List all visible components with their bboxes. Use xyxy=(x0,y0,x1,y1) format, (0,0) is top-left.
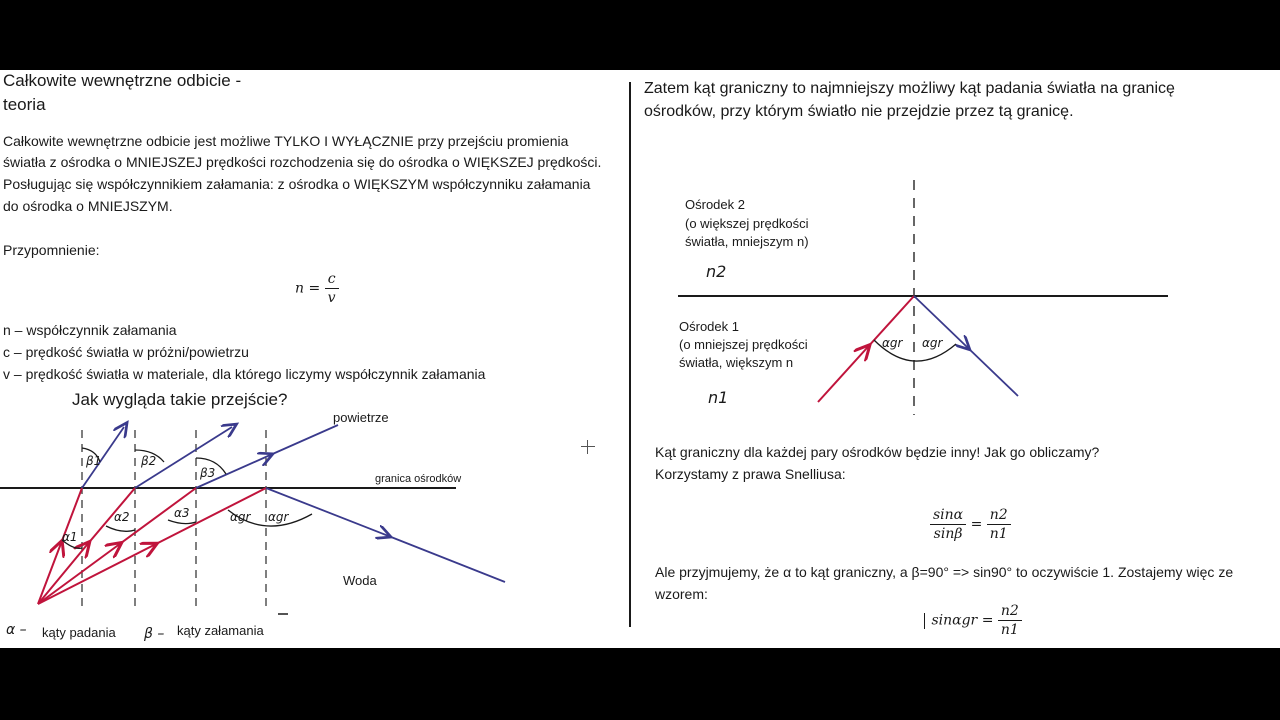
label-alpha-gr-right: αgr xyxy=(268,510,289,524)
label-alpha-gr-left: αgr xyxy=(230,510,251,524)
snell-formula xyxy=(930,506,1011,543)
final-rhs-denominator: n1 xyxy=(1000,622,1019,638)
critical-angle-formula xyxy=(924,602,1022,639)
label-alpha1: α1 xyxy=(62,530,78,544)
definition-line: v – prędkość światła w materiale, dla którego liczymy współczynnik załamania xyxy=(3,366,486,382)
snell-rhs-numerator: n2 xyxy=(987,506,1011,525)
legend-beta-symbol: β – xyxy=(144,626,165,642)
conclusion-line: Ale przyjmujemy, że α to kąt graniczny, a β=90° => sin90° to oczywiście 1. Zostajemy więc ze xyxy=(655,564,1234,580)
final-rhs-numerator: n2 xyxy=(998,602,1022,621)
definition-line: c – prędkość światła w próżni/powietrzu xyxy=(3,344,249,360)
snell-rhs-fraction xyxy=(987,506,1011,543)
label-n2: n2 xyxy=(706,262,727,281)
label-air: powietrze xyxy=(333,410,389,425)
legend-alpha-text: kąty padania xyxy=(42,625,116,640)
legend-alpha-symbol: α – xyxy=(6,622,27,638)
definition-line: n – współczynnik załamania xyxy=(3,322,177,338)
snell-lhs-numerator: sinα xyxy=(930,506,966,525)
medium2-line: (o większej prędkości xyxy=(685,216,809,231)
medium1-line: światła, większym n xyxy=(679,355,794,370)
diagram-question: Jak wygląda takie przejście? xyxy=(72,390,288,409)
right-question-line: Kąt graniczny dla każdej pary ośrodków będzie inny! Jak go obliczamy? xyxy=(655,444,1100,460)
text-caret xyxy=(924,613,925,629)
final-equals: = xyxy=(981,612,994,629)
label-beta2: β2 xyxy=(141,454,157,468)
reminder-label: Przypomnienie: xyxy=(3,242,100,258)
right-question-line: Korzystamy z prawa Snelliusa: xyxy=(655,466,846,482)
medium2-line: światła, mniejszym n) xyxy=(685,234,809,249)
left-title-line2: teoria xyxy=(3,95,46,114)
snell-lhs-denominator: sinβ xyxy=(933,526,963,542)
conclusion-line: wzorem: xyxy=(655,586,708,602)
formula-numerator: c xyxy=(325,270,339,289)
medium1-line: Ośrodek 1 xyxy=(679,319,739,334)
legend-beta-text: kąty załamania xyxy=(177,623,264,638)
formula-denominator: v xyxy=(327,290,336,306)
medium1-line: (o mniejszej prędkości xyxy=(679,337,808,352)
final-lhs: sinαgr xyxy=(931,612,978,629)
label-alpha2: α2 xyxy=(114,510,130,524)
final-rhs-fraction xyxy=(998,602,1022,639)
snell-equals: = xyxy=(970,516,983,533)
intro-paragraph-line: Całkowite wewnętrzne odbicie jest możliwe TYLKO I WYŁĄCZNIE przy przejściu promienia xyxy=(3,133,569,149)
label-beta3: β3 xyxy=(200,466,216,480)
label-beta1: β1 xyxy=(86,454,102,468)
formula-n-lhs: n = xyxy=(295,280,321,297)
label-n1: n1 xyxy=(708,388,729,407)
medium2-line: Ośrodek 2 xyxy=(685,197,745,212)
snell-rhs-denominator: n1 xyxy=(989,526,1008,542)
label-water: Woda xyxy=(343,573,377,588)
intro-paragraph-line: światła z ośrodka o MNIEJSZEJ prędkości rozchodzenia się do ośrodka o WIĘKSZEJ prędkości. xyxy=(3,154,602,170)
right-intro-line: Zatem kąt graniczny to najmniejszy możliwy kąt padania światła na granicę xyxy=(644,80,1175,97)
label-alpha-gr-left-right: αgr xyxy=(882,336,903,350)
label-alpha-gr-right-right: αgr xyxy=(922,336,943,350)
left-title-line1: Całkowite wewnętrzne odbicie - xyxy=(3,71,242,90)
intro-paragraph-line: Posługując się współczynnikiem załamania: z ośrodka o WIĘKSZYM współczynniku załamania xyxy=(3,176,591,192)
snell-lhs-fraction xyxy=(930,506,966,543)
label-boundary: granica ośrodków xyxy=(375,473,462,485)
slide-page xyxy=(0,70,1280,648)
label-alpha3: α3 xyxy=(174,506,190,520)
right-intro-line: ośrodków, przy którym światło nie przejdzie przez tą granicę. xyxy=(644,103,1074,120)
intro-paragraph-line: do ośrodka o MNIEJSZYM. xyxy=(3,198,173,214)
